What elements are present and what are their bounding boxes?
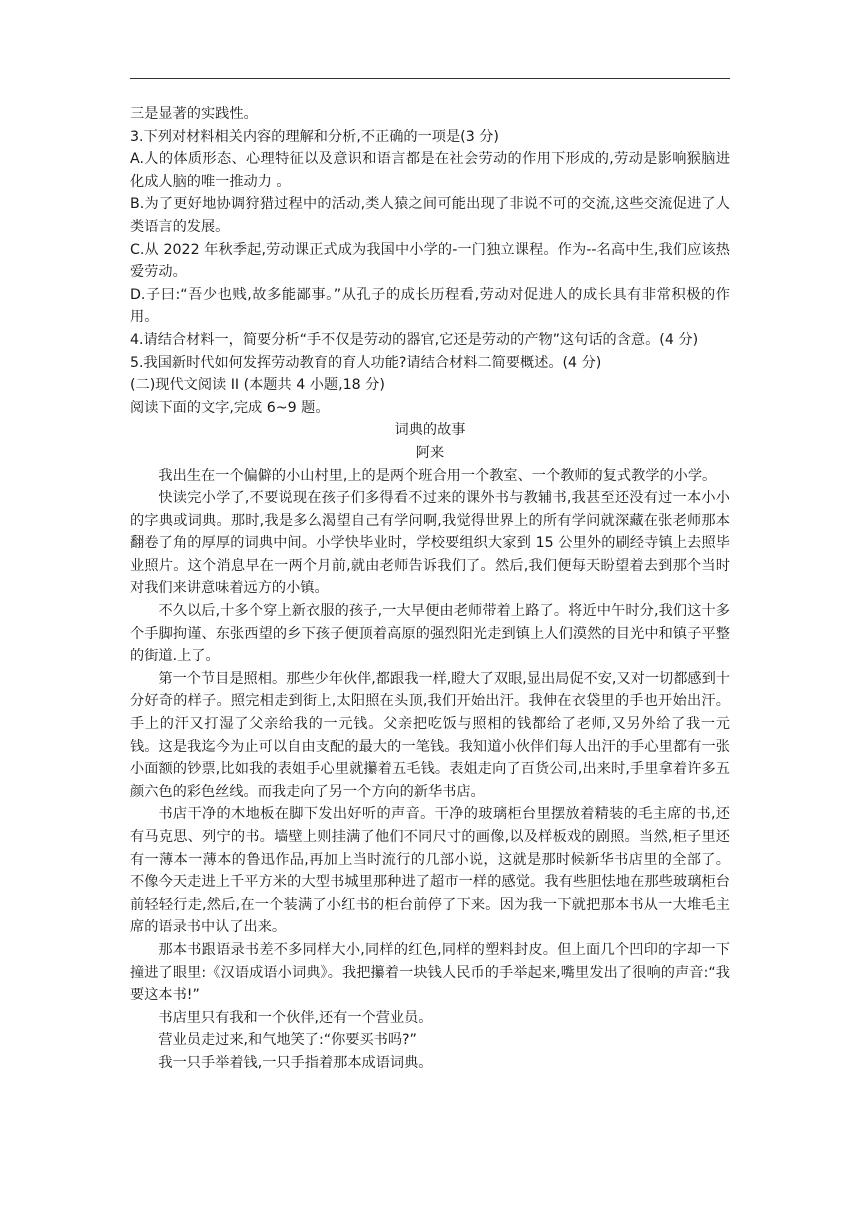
article-paragraph: 第一个节目是照相。那些少年伙伴,都跟我一样,瞪大了双眼,显出局促不安,又对一切都感到十分好奇的样子。照完相走到街上,太阳照在头顶,我们开始出汗。我伸在衣袋里的手也开始出汗。手上的汗又打湿了父亲给我的一元钱。父亲把吃饭与照相的钱都给了老师,又另外给了我一元钱。这是我迄今为止可以自由支配的最大的一笔钱。我知道小伙伴们每人出汗的手心里都有一张小面额的钞票,比如我的表姐手心里就攥着五毛钱。表姐走向了百货公司,出来时,手里拿着许多五颜六色的彩色丝线。而我走向了另一个方向的新华书店。	[130, 670, 730, 800]
article-paragraph: 不久以后,十多个穿上新衣服的孩子,一大早便由老师带着上路了。将近中午时分,我们这十多个手脚拘谨、东张西望的乡下孩子便顶着高原的强烈阳光走到镇上人们漠然的目光中和镇子平整的街道.上了。	[130, 603, 730, 665]
question-3-option-a: A.人的体质形态、心理特征以及意识和语言都是在社会劳动的作用下形成的,劳动是影响猴脑进化成人脑的唯一推动力 。	[130, 151, 730, 190]
question-3-option-c: C.从 2022 年秋季起,劳动课正式成为我国中小学的-一门独立课程。作为--名高中生,我们应该热爱劳动。	[130, 241, 730, 281]
article-paragraph: 我一只手举着钱,一只手指着那本成语词典。	[158, 1054, 433, 1071]
document-body	[130, 103, 730, 1075]
article-paragraph: 书店里只有我和一个伙伴,还有一个营业员。	[158, 1009, 433, 1026]
intro-line: 三是显著的实践性。	[130, 106, 258, 122]
article-paragraph: 那本书跟语录书差不多同样大小,同样的红色,同样的塑料封皮。但上面几个凹印的字却一下撞进了眼里:《汉语成语小词典》。我把攥着一块钱人民币的手举起来,嘴里发出了很响的声音:“我要这本书!”	[130, 941, 730, 1004]
section-heading: (二)现代文阅读 II (本题共 4 小题,18 分)	[130, 377, 385, 394]
question-4: 4.请结合材料一，简要分析“手不仅是劳动的器官,它还是劳动的产物”这句话的含意。(4 分)	[130, 331, 699, 348]
question-3-stem: 3.下列对材料相关内容的理解和分析,不正确的一项是(3 分)	[130, 128, 499, 145]
article-paragraph: 快读完小学了,不要说现在孩子们多得看不过来的课外书与教辅书,我甚至还没有过一本小小的字典或词典。那时,我是多么渴望自己有学问啊,我觉得世界上的所有学问就深藏在张老师那本翻卷了角的厚厚的词典中间。小学快毕业时，学校要组织大家到 15 公里外的刷经寺镇上去照毕业照片。这个消息早在一两个月前,就由老师告诉我们了。然后,我们便每天盼望着去到那个当时对我们来讲意味着远方的小镇。	[130, 490, 730, 597]
question-5: 5.我国新时代如何发挥劳动教育的育人功能?请结合材料二简要概述。(4 分)	[130, 354, 602, 371]
article-paragraph: 我出生在一个偏僻的小山村里,上的是两个班合用一个教室、一个教师的复式教学的小学。	[158, 467, 717, 484]
article-paragraph: 营业员走过来,和气地笑了:“你要买书吗?”	[158, 1032, 417, 1049]
article-author: 阿来	[415, 444, 445, 461]
question-3-option-d: D.子曰:“吾少也贱,故多能鄙事。”从孔子的成长历程看,劳动对促进人的成长具有非常积极的作用。	[130, 286, 730, 326]
reading-instruction: 阅读下面的文字,完成 6~9 题。	[130, 399, 330, 416]
header-rule	[130, 78, 730, 79]
article-title: 词典的故事	[394, 422, 466, 439]
question-3-option-b: B.为了更好地协调狩猎过程中的活动,类人猿之间可能出现了非说不可的交流,这些交流促进了人类语言的发展。	[130, 196, 730, 235]
article-paragraph: 书店干净的木地板在脚下发出好听的声音。干净的玻璃柜台里摆放着精装的毛主席的书,还有马克思、列宁的书。墙壁上则挂满了他们不同尺寸的画像,以及样板戏的剧照。当然,柜子里还有一薄本一薄本的鲁迅作品,再加上当时流行的几部小说，这就是那时候新华书店里的全部了。不像今天走进上千平方米的大型书城里那种进了超市一样的感觉。我有些胆怯地在那些玻璃柜台前轻轻行走,然后,在一个装满了小红书的柜台前停了下来。因为我一下就把那本书从一大堆毛主席的语录书中认了出来。	[130, 806, 730, 936]
